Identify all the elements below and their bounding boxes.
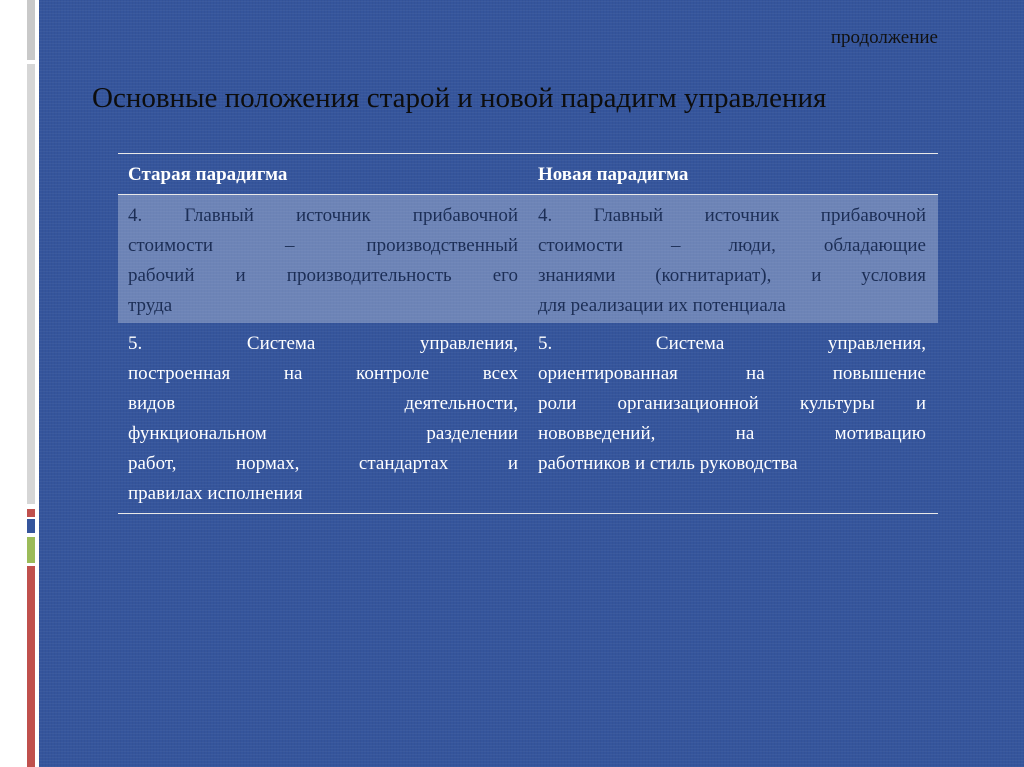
cell-new-4 bbox=[528, 195, 938, 323]
decor-strip-gray-top bbox=[27, 0, 35, 60]
cell-line: роли организационной культуры и bbox=[538, 393, 926, 414]
cell-line: 4. Главный источник прибавочной bbox=[538, 205, 926, 226]
header-new-paradigm: Новая парадигма bbox=[538, 164, 689, 185]
table-row bbox=[118, 195, 938, 323]
cell-line: видов деятельности, bbox=[128, 393, 518, 414]
decor-strip-red-small bbox=[27, 509, 35, 517]
cell-line: знаниями (когнитариат), и условия bbox=[538, 265, 926, 286]
continuation-label: продолжение bbox=[830, 27, 938, 48]
cell-old-5 bbox=[118, 323, 528, 513]
cell-line: стоимости – производственный bbox=[128, 235, 518, 256]
paradigm-table bbox=[118, 153, 938, 514]
decor-strip-red bbox=[27, 566, 35, 767]
table-header-row bbox=[118, 154, 938, 195]
cell-line: построенная на контроле всех bbox=[128, 363, 518, 384]
header-old-paradigm: Старая парадигма bbox=[128, 164, 288, 185]
cell-new-5 bbox=[528, 323, 938, 513]
cell-line: труда bbox=[128, 295, 173, 316]
decor-strip-green bbox=[27, 537, 35, 563]
cell-line: нововведений, на мотивацию bbox=[538, 423, 926, 444]
slide-title: Основные положения старой и новой парадигм управления bbox=[92, 82, 827, 114]
cell-old-4 bbox=[118, 195, 528, 323]
cell-line: правилах исполнения bbox=[128, 483, 303, 504]
cell-line: 5. Система управления, bbox=[128, 333, 518, 354]
cell-line: 4. Главный источник прибавочной bbox=[128, 205, 518, 226]
table-row bbox=[118, 323, 938, 513]
cell-line: работников и стиль руководства bbox=[538, 453, 798, 474]
cell-line: для реализации их потенциала bbox=[538, 295, 786, 316]
cell-line: ориентированная на повышение bbox=[538, 363, 926, 384]
cell-line: работ, нормах, стандартах и bbox=[128, 453, 518, 474]
cell-line: функциональном разделении bbox=[128, 423, 518, 444]
cell-line: стоимости – люди, обладающие bbox=[538, 235, 926, 256]
decor-strip-gray bbox=[27, 64, 35, 504]
decor-strip-blue bbox=[27, 519, 35, 533]
cell-line: рабочий и производительность его bbox=[128, 265, 518, 286]
cell-line: 5. Система управления, bbox=[538, 333, 926, 354]
